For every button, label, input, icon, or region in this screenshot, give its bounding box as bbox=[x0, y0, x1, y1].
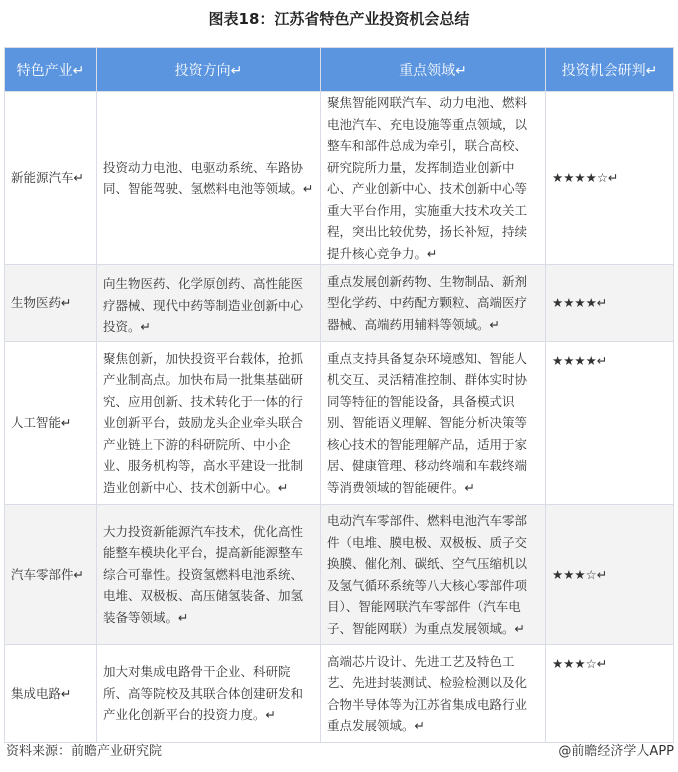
rating-cell: ★★★★☆↵ bbox=[546, 92, 674, 265]
brand-credit: @前瞻经济学人APP bbox=[558, 744, 674, 759]
focus-cell: 高端芯片设计、先进工艺及特色工艺、先进封装测试、检验检测以及化合物半导体等为江苏省集成电路行业重点发展领域。↵ bbox=[321, 645, 546, 743]
figure-title: 图表18：江苏省特色产业投资机会总结 bbox=[208, 10, 470, 28]
industry-cell: 人工智能↵ bbox=[5, 342, 97, 505]
rating-cell: ★★★☆↵ bbox=[546, 505, 674, 645]
table-row bbox=[5, 505, 674, 645]
focus-cell: 聚焦智能网联汽车、动力电池、燃料电池汽车、充电设施等重点领域，以整车和部件总成为牵引，联合高校、研究院所力量，发挥制造业创新中心、产业创新中心、技术创新中心等重大平台作用，实施重大技术攻关工程，突出比较优势，扬长补短，持续提升核心竞争力。↵ bbox=[321, 92, 546, 265]
table-row bbox=[5, 342, 674, 505]
source-note: 资料来源：前瞻产业研究院 bbox=[6, 744, 163, 759]
industry-cell: 生物医药↵ bbox=[5, 265, 97, 342]
table-row bbox=[5, 265, 674, 342]
focus-cell: 重点发展创新药物、生物制品、新剂型化学药、中药配方颗粒、高端医疗器械、高端药用辅料等领域。↵ bbox=[321, 265, 546, 342]
focus-cell: 重点支持具备复杂环境感知、智能人机交互、灵活精准控制、群体实时协同等特征的智能设备，具备模式识别、智能语义理解、智能分析决策等核心技术的智能理解产品，适用于家居、健康管理、移动终端和车载终端等消费领域的智能硬件。↵ bbox=[321, 342, 546, 505]
industry-cell: 新能源汽车↵ bbox=[5, 92, 97, 265]
focus-cell: 电动汽车零部件、燃料电池汽车零部件（电堆、膜电极、双极板、质子交换膜、催化剂、碳纸、空气压缩机以及氢气循环系统等八大核心零部件项目）、智能网联汽车零部件（汽车电子、智能网联）为重点发展领域。↵ bbox=[321, 505, 546, 645]
direction-cell: 加大对集成电路骨干企业、科研院所、高等院校及其联合体创建研发和产业化创新平台的投资力度。↵ bbox=[97, 645, 321, 743]
header-focus: 重点领域↵ bbox=[321, 48, 546, 92]
rating-cell: ★★★☆↵ bbox=[546, 645, 674, 743]
table-row bbox=[5, 92, 674, 265]
table-row bbox=[5, 645, 674, 743]
industry-cell: 汽车零部件↵ bbox=[5, 505, 97, 645]
direction-cell: 投资动力电池、电驱动系统、车路协同、智能驾驶、氢燃料电池等领域。↵ bbox=[97, 92, 321, 265]
rating-cell: ★★★★↵ bbox=[546, 342, 674, 505]
header-rating: 投资机会研判↵ bbox=[546, 48, 674, 92]
investment-table bbox=[4, 47, 674, 743]
industry-cell: 集成电路↵ bbox=[5, 645, 97, 743]
table-header bbox=[5, 48, 674, 92]
direction-cell: 聚焦创新，加快投资平台载体，抢抓产业制高点。加快布局一批集基础研究、应用创新、技术转化于一体的行业创新平台，鼓励龙头企业牵头联合产业链上下游的科研院所、中小企业、服务机构等，高水平建设一批制造业创新中心、技术创新中心。↵ bbox=[97, 342, 321, 505]
direction-cell: 大力投资新能源汽车技术，优化高性能整车模块化平台，提高新能源整车综合可靠性。投资氢燃料电池系统、电堆、双极板、高压储氢装备、加氢装备等领域。↵ bbox=[97, 505, 321, 645]
rating-cell: ★★★★↵ bbox=[546, 265, 674, 342]
header-industry: 特色产业↵ bbox=[5, 48, 97, 92]
header-direction: 投资方向↵ bbox=[97, 48, 321, 92]
direction-cell: 向生物医药、化学原创药、高性能医疗器械、现代中药等制造业创新中心投资。↵ bbox=[97, 265, 321, 342]
